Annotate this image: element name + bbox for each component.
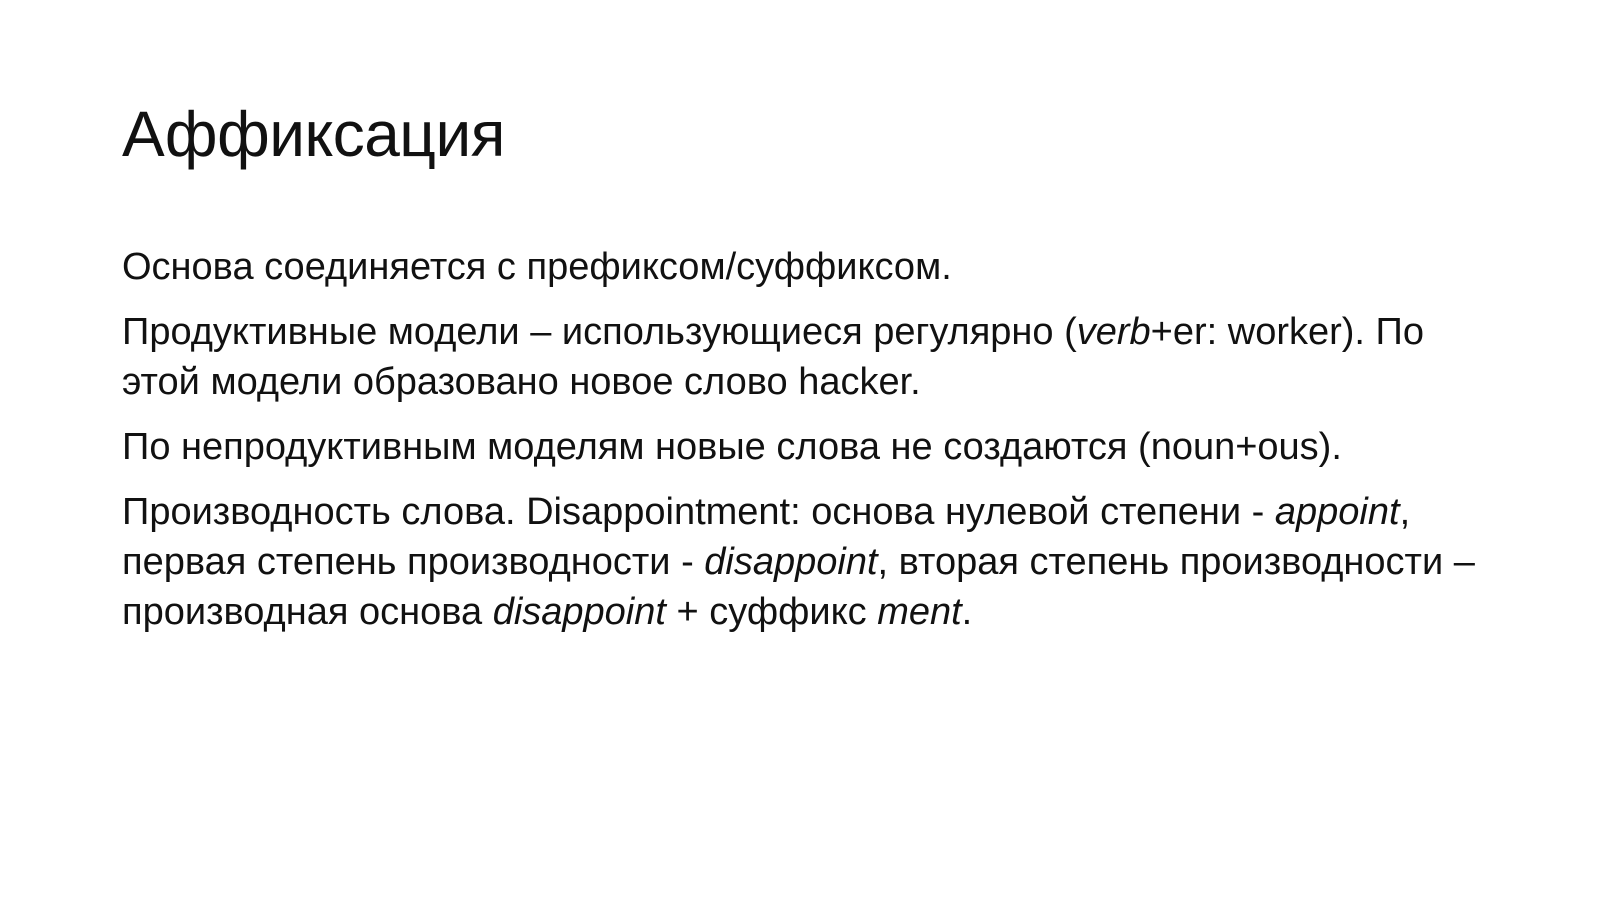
slide-body: [122, 242, 1492, 652]
paragraph-3: [122, 422, 1492, 472]
text-segment: + суффикс: [665, 591, 878, 633]
italic-term: appoint: [1274, 491, 1400, 533]
slide-title: Аффиксация: [122, 98, 505, 170]
text-segment: Основа соединяется с префиксом/суффиксом.: [122, 246, 952, 288]
text-segment: , первая степень производности -: [122, 491, 1411, 583]
text-segment: +er: worker). По этой модели образовано новое слово hacker.: [122, 311, 1424, 403]
text-segment: , вторая степень производности – производная основа: [122, 541, 1475, 633]
text-segment: По непродуктивным моделям новые слова не создаются (noun+ous).: [122, 426, 1342, 468]
italic-term: disappoint: [492, 591, 666, 633]
italic-term: ment: [877, 591, 962, 633]
paragraph-1: [122, 242, 1492, 292]
italic-term: verb: [1076, 311, 1151, 353]
text-segment: .: [961, 591, 973, 633]
text-segment: Продуктивные модели – использующиеся регулярно (: [122, 311, 1077, 353]
text-segment: Производность слова. Disappointment: основа нулевой степени -: [122, 491, 1275, 533]
paragraph-4: [122, 487, 1492, 637]
paragraph-2: [122, 307, 1492, 407]
italic-term: disappoint: [704, 541, 878, 583]
